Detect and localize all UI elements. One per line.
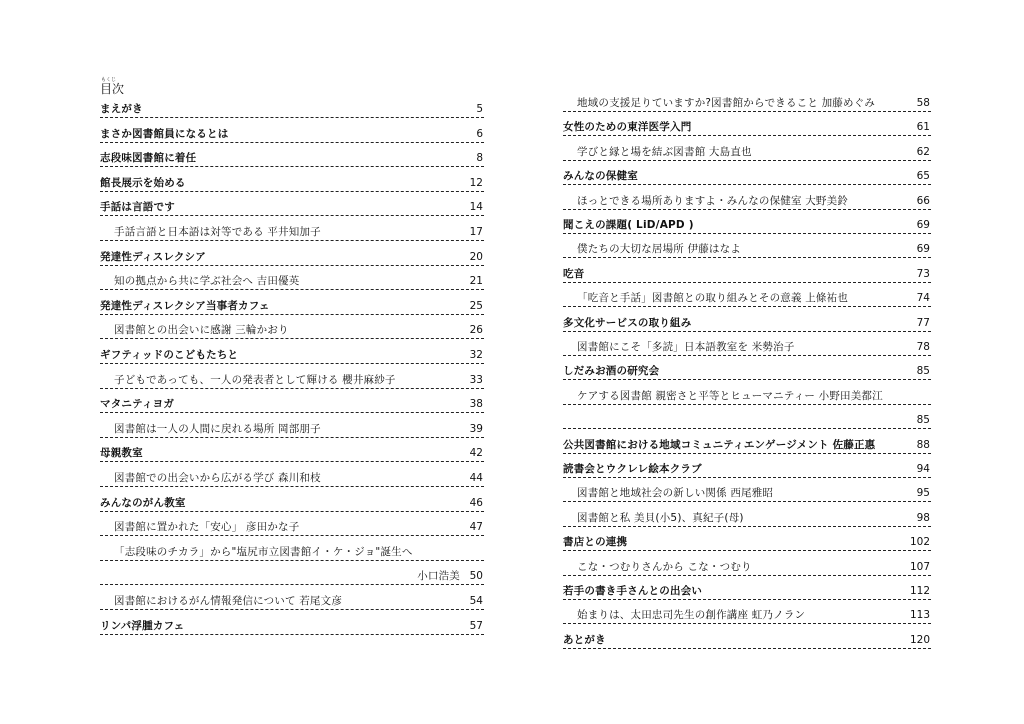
toc-entry-title: 学びと縁と場を結ぶ図書館 大島直也 [577,145,752,158]
toc-entry[interactable] [100,566,484,585]
toc-entry[interactable] [563,435,931,454]
toc-entry[interactable] [563,264,931,283]
toc-entry[interactable] [100,296,484,315]
toc-entry[interactable] [563,117,931,136]
toc-entry[interactable] [563,386,931,405]
toc-entry-page: 8 [476,152,483,165]
toc-entry-title: 手話は言語です [100,201,175,214]
toc-entry[interactable] [563,483,931,502]
toc-entry-page: 39 [469,422,483,435]
toc-entry-title: 子どもであっても、一人の発表者として輝ける 櫻井麻紗子 [114,373,396,386]
toc-entry-page: 58 [916,97,930,109]
toc-entry-page: 26 [469,324,483,337]
toc-entry-title: ギフティッドのこどもたちと [100,349,239,361]
toc-entry-page: 38 [469,398,483,411]
toc-entry-title: 志段味図書館に着任 [100,152,197,165]
toc-entry-page: 120 [909,633,930,646]
toc-entry-title: あとがき [563,633,606,646]
toc-entry[interactable] [100,542,484,561]
toc-entry[interactable] [100,124,484,143]
toc-entry[interactable] [100,345,484,364]
toc-entry[interactable] [563,410,931,429]
toc-entry[interactable] [100,320,484,339]
toc-entry[interactable] [100,197,484,216]
toc-entry-title: 図書館は一人の人間に戻れる場所 岡部朋子 [114,422,321,435]
toc-entry[interactable] [100,468,484,487]
toc-entry-page: 85 [916,414,930,427]
toc-entry-page: 95 [916,487,930,500]
toc-entry-page: 113 [909,609,930,622]
toc-entry-title: 書店との連携 [563,536,628,549]
toc-entry-title: 図書館におけるがん情報発信について 若尾文彦 [114,595,343,607]
toc-entry-title: 地域の支援足りていますか?図書館からできること 加藤めぐみ [577,97,876,109]
toc-entry-page: 69 [916,219,930,231]
toc-entry[interactable] [100,247,484,266]
toc-entry[interactable] [100,493,484,512]
toc-entry-title: みんなのがん教室 [100,496,186,509]
toc-entry[interactable] [563,459,931,478]
toc-title: 目次 [100,82,125,96]
toc-entry-page: 17 [469,226,483,238]
toc-entry-title: 館長展示を始める [100,176,186,189]
toc-entry-page: 25 [469,299,483,312]
toc-entry-title: 図書館と私 美貝(小5)、真紀子(母) [577,511,744,524]
toc-entry[interactable] [563,93,931,112]
toc-entry-title: 僕たちの大切な居場所 伊藤はなよ [577,243,742,256]
toc-entry[interactable] [100,222,484,241]
toc-entry-page: 61 [916,121,930,134]
toc-entry[interactable] [100,616,484,635]
toc-entry-title: 図書館での出会いから広がる学び 森川和枝 [114,472,321,484]
toc-entry-title: ほっとできる場所ありますよ・みんなの保健室 大野美鈴 [577,194,849,207]
toc-entry-title: 小口浩美 [417,570,460,583]
toc-entry[interactable] [563,239,931,258]
toc-entry-page: 62 [916,145,930,158]
toc-entry-title: 「吃音と手話」図書館との取り組みとその意義 上條祐也 [577,292,849,305]
toc-entry-title: 吃音 [563,267,585,280]
toc-entry-title: ケアする図書館 親密さと平等とヒューマニティー 小野田美都江 [577,389,883,402]
toc-entry[interactable] [563,581,931,600]
toc-entry-title: 始まりは、太田忠司先生の創作講座 虹乃ノラン [577,609,806,622]
toc-entry-title: マタニティヨガ [100,398,175,411]
toc-entry[interactable] [100,419,484,438]
toc-entry-title: 若手の書き手さんとの出会い [563,585,703,597]
toc-entry[interactable] [563,313,931,332]
toc-entry-page: 74 [916,292,930,305]
toc-entry-title: 女性のための東洋医学入門 [563,121,692,134]
toc-entry-page: 94 [916,463,930,475]
toc-entry-title: 知の拠点から共に学ぶ社会へ 吉田優英 [114,275,300,288]
toc-entry[interactable] [563,532,931,551]
toc-entry-page: 6 [476,127,483,140]
toc-title-ruby: もくじ [101,77,117,83]
toc-entry[interactable] [563,630,931,649]
toc-entry-title: 発達性ディスレクシア [100,250,206,263]
toc-entry[interactable] [100,370,484,389]
toc-entry[interactable] [563,508,931,527]
toc-entry-title: リンパ浮腫カフェ [100,619,185,632]
toc-entry-page: 107 [909,560,930,573]
toc-entry-page: 14 [469,201,483,214]
toc-entry-title: 読書会とウクレレ絵本クラブ [563,463,702,475]
toc-entry[interactable] [100,173,484,192]
toc-entry[interactable] [563,361,931,380]
toc-entry-title: 手話言語と日本語は対等である 平井知加子 [114,226,321,238]
toc-entry-title: みんなの保健室 [563,170,638,183]
toc-entry-title: まさか図書館員になるとは [100,127,229,140]
toc-entry[interactable] [563,288,931,307]
toc-entry[interactable] [100,148,484,167]
toc-entry[interactable] [100,591,484,610]
toc-entry-page: 112 [909,585,930,597]
toc-entry-page: 65 [916,170,930,183]
toc-entry-page: 57 [469,619,483,632]
toc-entry-title: 図書館と地域社会の新しい関係 西尾雅昭 [577,487,774,500]
toc-entry-page: 12 [469,176,483,189]
toc-entry-page: 78 [916,341,930,353]
toc-entry-page: 66 [916,194,930,207]
toc-entry-title: 図書館にこそ「多読」日本語教室を 米勢治子 [577,341,795,353]
toc-entry-page: 73 [916,267,930,280]
toc-entry-page: 20 [469,250,483,263]
toc-entry-page: 33 [469,373,483,386]
toc-entry-page: 102 [909,536,930,549]
toc-entry-title: 図書館との出会いに感謝 三輪かおり [114,324,289,337]
toc-entry[interactable] [100,443,484,462]
toc-entry[interactable] [563,142,931,161]
toc-entry[interactable] [563,557,931,576]
toc-entry-page: 21 [469,275,483,288]
toc-entry-title: 聞こえの課題( LiD/APD ) [563,219,694,231]
toc-entry-title: 発達性ディスレクシア当事者カフェ [100,299,270,312]
toc-entry-title: こな・つむりさんから こな・つむり [577,560,752,573]
toc-entry[interactable] [563,215,931,234]
toc-entry-title: 多文化サービスの取り組み [563,316,692,329]
toc-entry-page: 46 [469,496,483,509]
toc-entry[interactable] [563,166,931,185]
toc-entry[interactable] [563,191,931,210]
toc-entry-page: 69 [916,243,930,256]
toc-entry-title: 図書館に置かれた「安心」 彦田かな子 [114,521,300,534]
toc-entry[interactable] [100,394,484,413]
toc-entry-page: 50 [469,570,483,583]
toc-entry[interactable] [563,605,931,624]
toc-entry-page: 77 [916,316,930,329]
toc-entry-page: 32 [469,349,483,361]
toc-entry-page: 42 [469,447,483,460]
toc-entry-page: 88 [916,438,930,451]
toc-entry-title: 公共図書館における地域コミュニティエンゲージメント 佐藤正惠 [563,438,876,451]
toc-entry-page: 54 [469,595,483,607]
toc-entry-title: 「志段味のチカラ」から"塩尻市立図書館イ・ケ・ジョ"誕生へ [114,545,413,558]
toc-entry-title: しだみお酒の研究会 [563,365,660,378]
toc-entry[interactable] [100,271,484,290]
toc-entry-page: 5 [476,103,483,115]
toc-entry-page: 98 [916,511,930,524]
toc-entry-title: 母親教室 [100,447,143,460]
toc-entry-page: 47 [469,521,483,534]
toc-entry[interactable] [563,337,931,356]
toc-entry[interactable] [100,517,484,536]
toc-entry[interactable] [100,99,484,118]
toc-entry-page: 44 [469,472,483,484]
toc-entry-title: まえがき [100,103,143,115]
toc-entry-page: 85 [916,365,930,378]
